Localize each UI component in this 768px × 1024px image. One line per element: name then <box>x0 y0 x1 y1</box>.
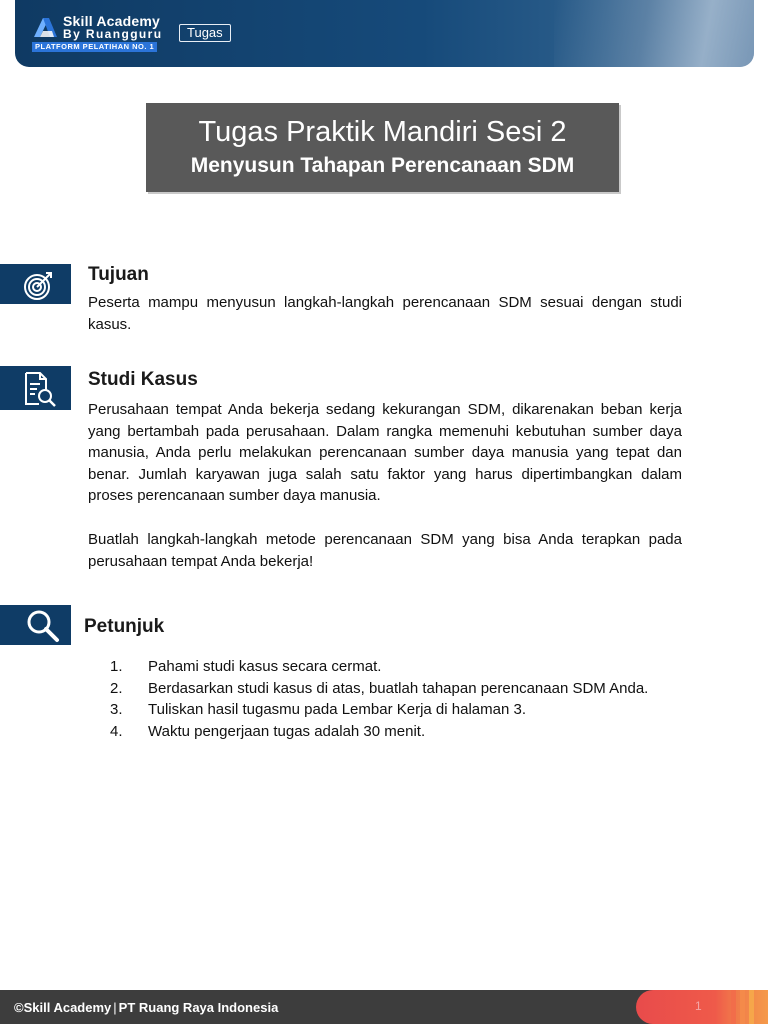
step-text: Waktu pengerjaan tugas adalah 30 menit. <box>148 723 426 741</box>
brand-name: Skill Academy <box>63 13 161 29</box>
footer-stripe <box>731 990 736 1024</box>
page-subtitle: Menyusun Tahapan Perencanaan SDM <box>190 154 575 177</box>
tujuan-heading: Tujuan <box>88 264 149 285</box>
document-search-icon <box>22 370 58 408</box>
target-icon <box>22 268 56 302</box>
studi-kasus-paragraph-2: Buatlah langkah-langkah metode perencanaan SDM yang bisa Anda terapkan pada perusahaan tempat Anda bekerja! <box>88 531 682 570</box>
petunjuk-heading: Petunjuk <box>84 616 165 637</box>
footer-stripe <box>749 990 754 1024</box>
studi-kasus-tab <box>0 366 71 410</box>
tujuan-text: Peserta mampu menyusun langkah-langkah perencanaan SDM sesuai dengan studi kasus. <box>88 294 682 333</box>
footer-accent <box>636 990 768 1024</box>
step-text: Pahami studi kasus secara cermat. <box>148 658 382 675</box>
step-number: 3. <box>110 701 123 719</box>
petunjuk-list <box>110 656 690 743</box>
step-text: Tuliskan hasil tugasmu pada Lembar Kerja di halaman 3. <box>148 701 526 719</box>
step-number: 2. <box>110 679 123 697</box>
footer-separator: | <box>113 1000 117 1015</box>
step-number: 4. <box>110 723 123 741</box>
petunjuk-tab <box>0 605 71 645</box>
step-number: 1. <box>110 658 123 675</box>
document-type-label: Tugas <box>179 24 231 42</box>
list-item <box>110 699 690 721</box>
list-item <box>110 678 690 700</box>
page-title: Tugas Praktik Mandiri Sesi 2 <box>198 116 567 148</box>
magnifier-icon <box>24 609 64 643</box>
list-item <box>110 721 690 743</box>
list-item <box>110 656 690 678</box>
brand-tagline: PLATFORM PELATIHAN NO. 1 <box>32 42 157 52</box>
footer <box>0 990 768 1024</box>
studi-kasus-paragraph-1: Perusahaan tempat Anda bekerja sedang kekurangan SDM, dikarenakan beban kerja yang bertambah pada perusahaan. Dalam rangka memenuhi kebutuhan sumber daya manusia, Anda perlu melakukan perencanaan sumber daya manusia yang tepat dan benar. Jumlah karyawan juga salah satu faktor yang harus dipertimbangkan dalam proses perencanaan sumber daya manusia. <box>88 401 682 505</box>
footer-copyright: ©Skill Academy <box>14 1000 112 1015</box>
tujuan-tab <box>0 264 71 304</box>
brand-subname: By Ruangguru <box>63 27 163 41</box>
footer-text <box>14 1000 278 1015</box>
header-photo <box>554 0 754 67</box>
skill-academy-logo-icon <box>32 16 58 38</box>
step-text: Berdasarkan studi kasus di atas, buatlah tahapan perencanaan SDM Anda. <box>148 679 649 697</box>
header-banner <box>15 0 754 67</box>
title-box <box>146 103 619 192</box>
studi-kasus-heading: Studi Kasus <box>88 369 198 390</box>
footer-stripe <box>740 990 745 1024</box>
page-number: 1 <box>695 999 702 1013</box>
footer-company: PT Ruang Raya Indonesia <box>118 1000 279 1015</box>
